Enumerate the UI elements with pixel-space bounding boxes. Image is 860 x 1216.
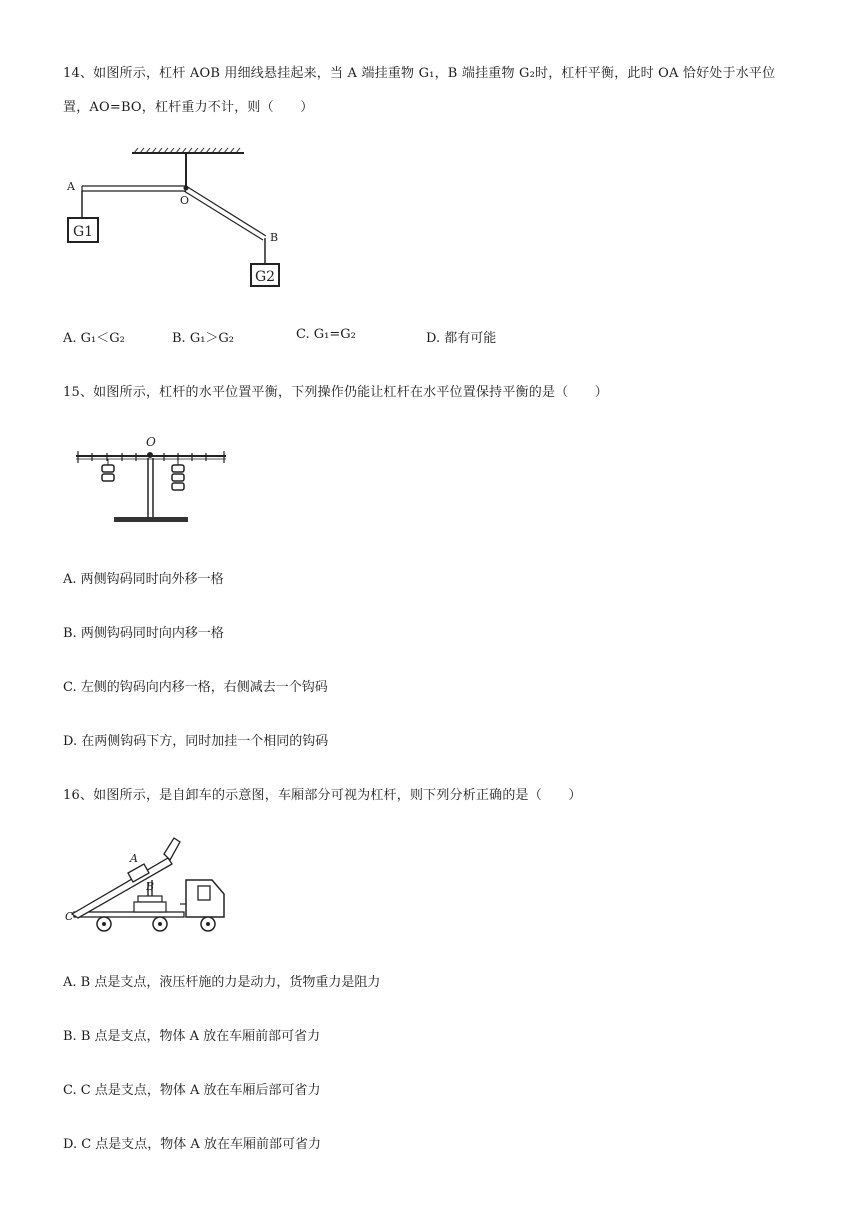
label-o: O (180, 194, 190, 207)
label-c: C (65, 910, 74, 923)
weight-g2-label: G2 (255, 269, 276, 285)
option-letter: D. (426, 331, 441, 346)
option-letter: B. (172, 331, 186, 346)
pivot-o (147, 452, 153, 458)
q14-option-a[interactable] (63, 327, 125, 346)
label-o: O (146, 435, 156, 449)
q16-option-a[interactable]: A. B 点是支点，液压杆施的力是动力，货物重力是阻力 (63, 975, 381, 990)
label-b: B (146, 880, 155, 893)
q16-option-b[interactable]: B. B 点是支点，物体 A 放在车厢前部可省力 (63, 1029, 321, 1044)
q15-stem: 15、如图所示，杠杆的水平位置平衡，下列操作仍能让杠杆在水平位置保持平衡的是（ ） (63, 385, 608, 400)
q14-option-b[interactable] (172, 327, 234, 346)
option-text: G₁＜G₂ (80, 331, 125, 346)
pivot-o (184, 186, 189, 191)
label-a: A (67, 180, 75, 193)
q14-stem-line1: 14、如图所示，杠杆 AOB 用细线悬挂起来，当 A 端挂重物 G₁，B 端挂重物 G₂时，杠杆平衡，此时 OA 恰好处于水平位 (63, 66, 776, 81)
q15-lever-figure (68, 432, 233, 528)
q15-option-a[interactable]: A. 两侧钩码同时向外移一格 (63, 572, 224, 587)
q16-option-c[interactable]: C. C 点是支点，物体 A 放在车厢后部可省力 (63, 1083, 321, 1098)
q14-option-d[interactable] (426, 327, 496, 346)
option-letter: A. (63, 331, 77, 346)
q14-stem-line2: 置，AO=BO，杠杆重力不计，则（ ） (63, 100, 314, 115)
option-letter: C. (296, 327, 310, 342)
q15-option-b[interactable]: B. 两侧钩码同时向内移一格 (63, 626, 224, 641)
q16-option-d[interactable]: D. C 点是支点，物体 A 放在车厢前部可省力 (63, 1137, 321, 1152)
option-text: G₁=G₂ (313, 327, 356, 342)
option-text: G₁＞G₂ (189, 331, 235, 346)
q14-option-c[interactable] (296, 327, 356, 342)
q15-option-d[interactable]: D. 在两侧钩码下方，同时加挂一个相同的钩码 (63, 734, 329, 749)
stand-base (114, 517, 188, 522)
weight-g1-label: G1 (73, 224, 94, 240)
q16-stem: 16、如图所示，是自卸车的示意图，车厢部分可视为杠杆，则下列分析正确的是（ ） (63, 788, 582, 803)
option-text: 都有可能 (444, 331, 497, 346)
q16-dump-truck-figure (64, 832, 236, 936)
chassis (74, 912, 184, 917)
label-b: B (270, 231, 279, 244)
q15-option-c[interactable]: C. 左侧的钩码向内移一格，右侧减去一个钩码 (63, 680, 328, 695)
tailgate (164, 838, 180, 860)
label-a: A (130, 852, 138, 865)
q14-lever-figure (60, 140, 290, 292)
